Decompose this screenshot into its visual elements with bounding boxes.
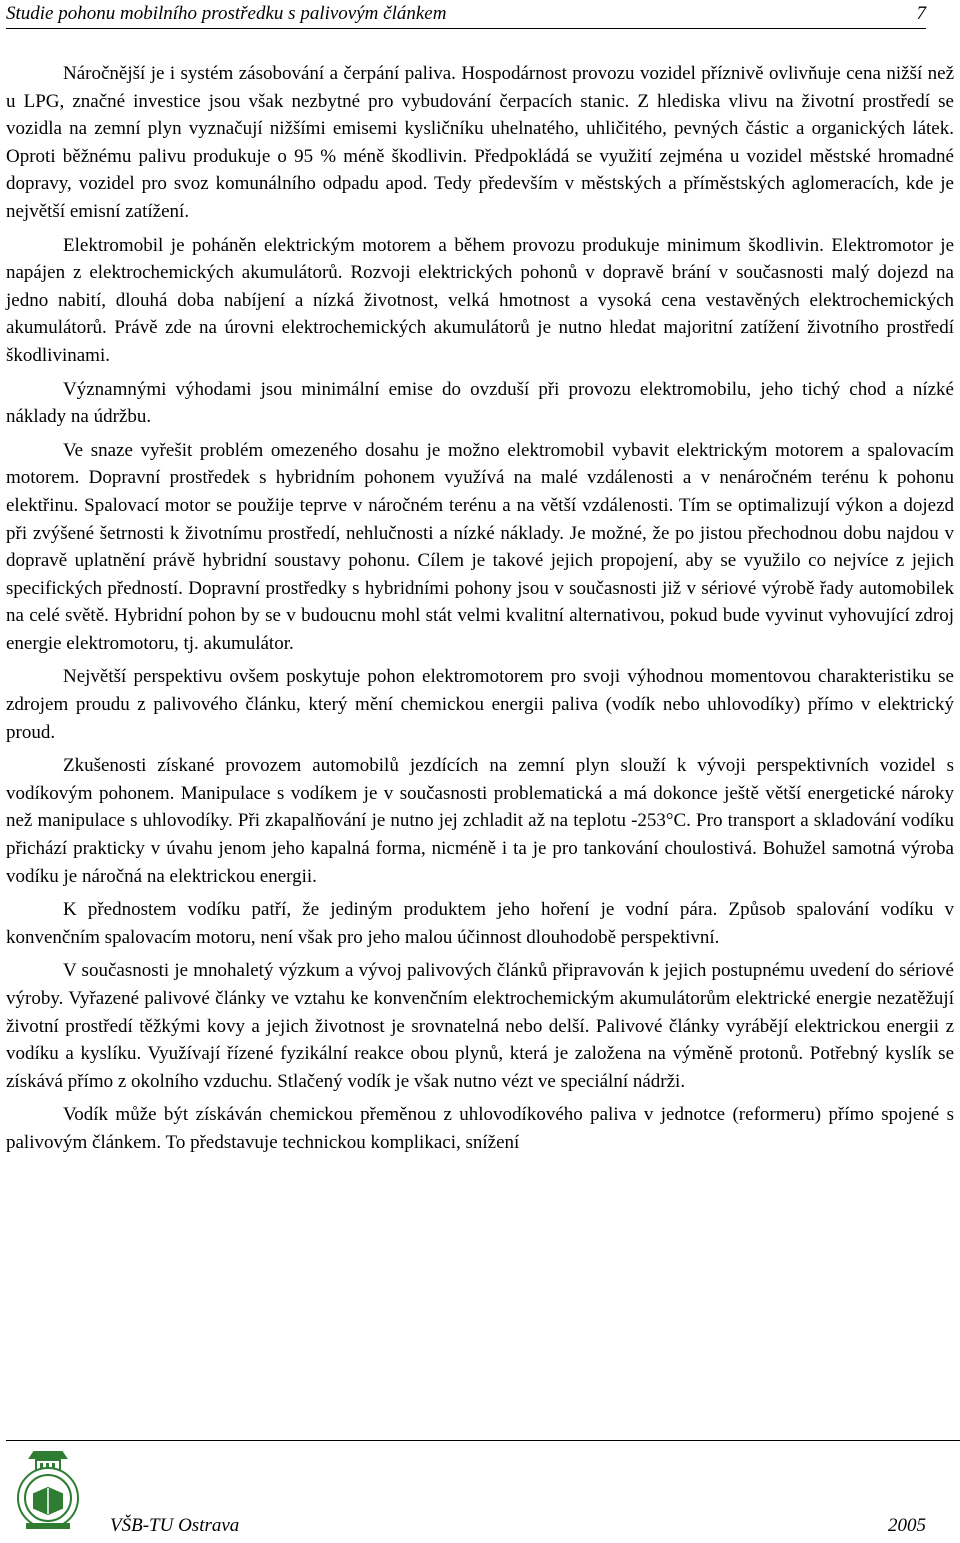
paragraph: Zkušenosti získané provozem automobilů jezdících na zemní plyn slouží k vývoji perspektivních vozidel s vodíkovým pohonem. Manipulace s vodíkem je v současnosti problematická a má dokonce ještě větší energetické nároky než manipulace s uhlovodíky. Při zkapalňování je nutno jej zchladit až na teplotu -253°C. Pro transport a skladování vodíku přichází prakticky v úvahu jenom jeho kapalná forma, nicméně i ta je pro tankování choulostivá. Bohužel samotná výroba vodíku je náročná na elektrickou energii. xyxy=(6,755,954,887)
page-header xyxy=(6,2,926,29)
paragraph: Ve snaze vyřešit problém omezeného dosahu je možno elektromobil vybavit elektrickým motorem a spalovacím motorem. Dopravní prostředek s hybridním pohonem využívá na malé vzdálenosti a v nenáročném terénu k pohonu elektřinu. Spalovací motor se použije teprve v náročném terénu a na větší vzdálenosti. Tím se optimalizují výkon a dojezd při zvýšené šetrnosti k životnímu prostředí, nehlučnosti a nízké náklady. Je možné, že po jistou přechodnou dobu najdou v dopravě uplatnění právě hybridní soustavy pohonu. Cílem je takové jejich propojení, aby se využilo co nejvíce z jejich specifických předností. Dopravní prostředky s hybridními pohony jsou v současnosti již v sériové výrobě řady automobilek na celé světě. Hybridní pohon by se v budoucnu mohl stát velmi kvalitní alternativou, pokud bude vyvinut vyhovující zdroj energie elektromotoru, tj. akumulátor. xyxy=(6,439,954,654)
paragraph: Vodík může být získáván chemickou přeměnou z uhlovodíkového paliva v jednotce (reformeru) přímo spojené s palivovým článkem. To představuje technickou komplikaci, snížení xyxy=(6,1104,954,1153)
paragraph: Největší perspektivu ovšem poskytuje pohon elektromotorem pro svoji výhodnou momentovou charakteristiku se zdrojem proudu z palivového článku, který mění chemickou energii paliva (vodík nebo uhlovodíky) přímo v elektrický proud. xyxy=(6,666,954,743)
paragraph: Elektromobil je poháněn elektrickým motorem a během provozu produkuje minimum škodlivin. Elektromotor je napájen z elektrochemických akumulátorů. Rozvoji elektrických pohonů v dopravě brání v současnosti malý dojezd na jedno nabití, dlouhá doba nabíjení a nízká životnost, velká hmotnost a vysoká cena vestavěných elektrochemických akumulátorů. Právě zde na úrovni elektrochemických akumulátorů je nutno hledat majoritní zatížení životního prostředí škodlivinami. xyxy=(6,234,954,366)
footer-year: 2005 xyxy=(888,1515,926,1536)
paragraph: Náročnější je i systém zásobování a čerpání paliva. Hospodárnost provozu vozidel příznivě ovlivňuje cena nižší než u LPG, značné investice jsou však nezbytné pro vybudování čerpacích stanic. Z hlediska vlivu na životní prostředí se vozidla na zemní plyn vyznačují nižšími emisemi kysličníku uhelnatého, uhličitého, pevných částic a organických látek. Oproti běžnému palivu produkuje o 95 % méně škodlivin. Předpokládá se využití zejména u vozidel městské hromadné dopravy, vozidel pro svoz komunálního odpadu apod. Tedy především v městských a příměstských aglomeracích, kde je největší emisní zatížení. xyxy=(6,63,954,222)
document-title: Studie pohonu mobilního prostředku s palivovým článkem xyxy=(6,3,447,24)
paragraph: K přednostem vodíku patří, že jediným produktem jeho hoření je vodní pára. Způsob spalování vodíku v konvenčním spalovacím motoru, není však pro jeho malou účinnost dlouhodobě perspektivní. xyxy=(6,899,954,948)
footer-institution: VŠB-TU Ostrava xyxy=(110,1515,240,1536)
body-text xyxy=(6,60,954,1163)
university-seal-icon xyxy=(12,1446,84,1538)
footer-divider xyxy=(6,1440,960,1441)
page-number: 7 xyxy=(916,3,926,24)
paragraph: V současnosti je mnohaletý výzkum a vývoj palivových článků připravován k jejich postupnému uvedení do sériové výroby. Vyřazené palivové články ve vztahu ke konvenčním elektrochemickým akumulátorům elektrické energie nezatěžují životní prostředí těžkými kovy a jejich životnost je srovnatelná nebo delší. Palivové články vyrábějí elektrickou energii z vodíku a kyslíku. Využívají řízené fyzikální reakce obou plynů, která je založena na výměně protonů. Potřebný kyslík se získává přímo z okolního vzduchu. Stlačený vodík je však nutno vézt ve speciální nádrži. xyxy=(6,960,954,1092)
paragraph: Významnými výhodami jsou minimální emise do ovzduší při provozu elektromobilu, jeho tichý chod a nízké náklady na údržbu. xyxy=(6,378,954,428)
